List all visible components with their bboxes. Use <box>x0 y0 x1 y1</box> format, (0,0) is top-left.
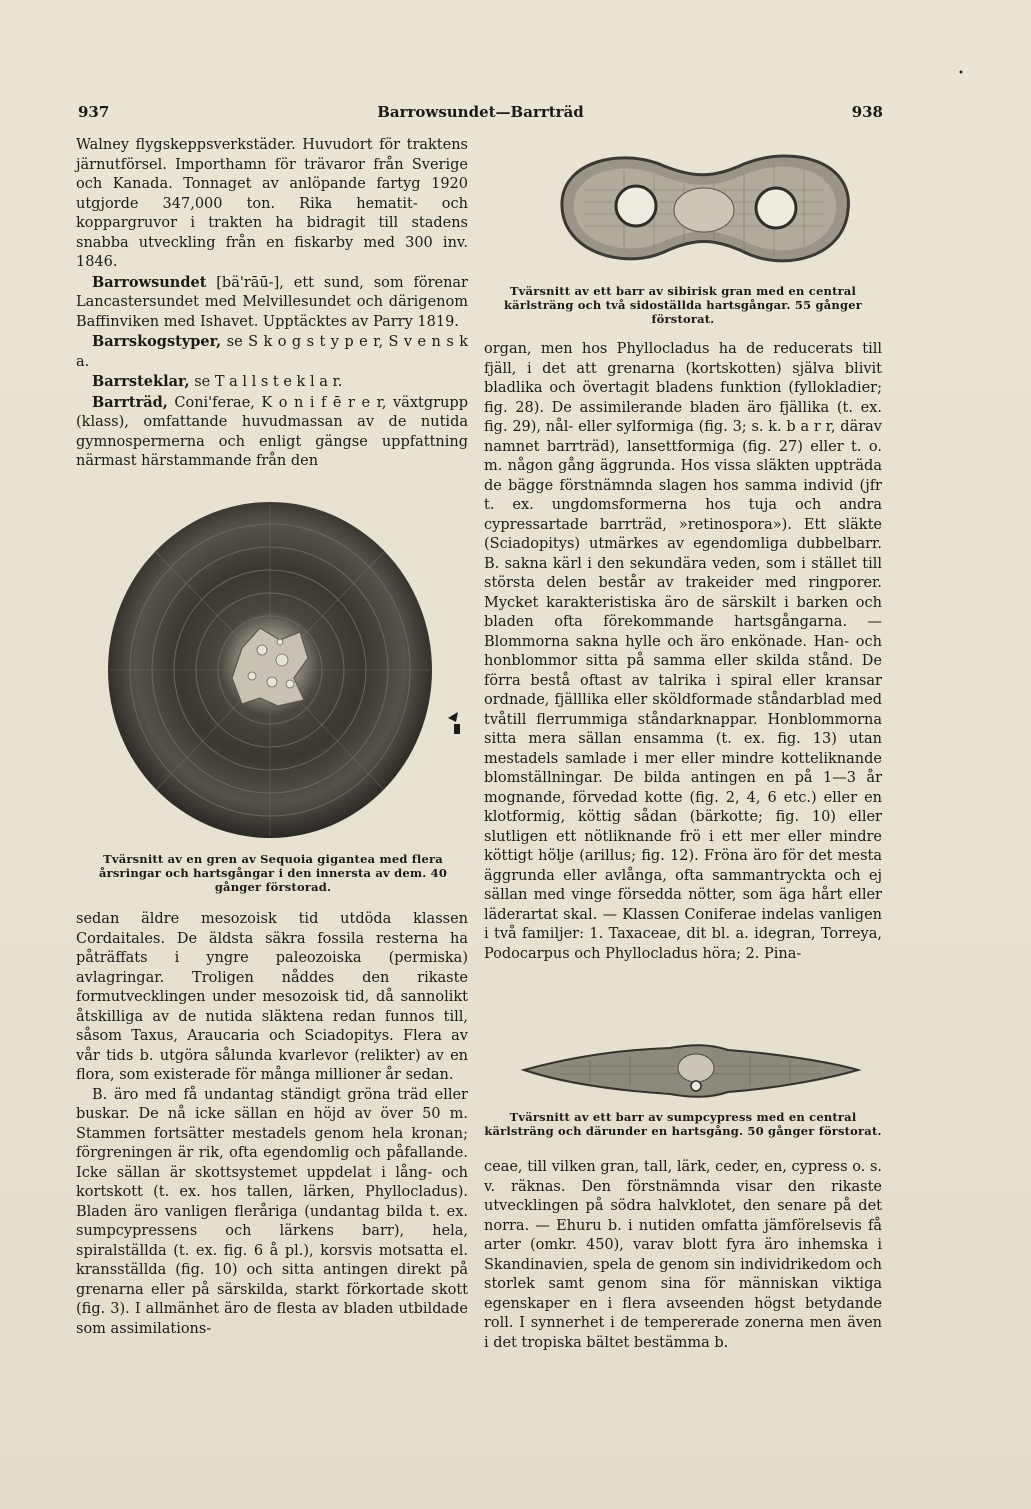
pinaceae-paragraph: ceae, till vilken gran, tall, lärk, ceder, en, cypress o. s. v. räknas. Den förstnämnda visar den rikaste utvecklingen på södra halvklotet, den senare på det norra. — Ehuru b. i nutiden omfatta jämförelsevis få arter (omkr. 450), varav blott fyra äro inhemska i Skandinavien, spela de genom sin individrikedom och storlek samt genom sina för människan viktiga egenskaper en i flera avseenden högst betydande roll. I synnerhet i de tempererade zonerna men även i det tropiska bältet bestämma b. <box>484 1159 882 1351</box>
cordaitales-paragraph: sedan äldre mesozoisk tid utdöda klassen Cordaitales. De äldsta säkra fossila resterna ha påträffats i yngre paleozoiska (permiska) avlagringar. Troligen nåddes den rikaste formutvecklingen under mesozoisk tid, då sannolikt åtskilliga av de nutida släktena redan funnos till, såsom Taxus, Araucaria och Sciadopitys. Flera av vår tids b. utgöra sålunda kvarlevor (relikter) av en flora, som existerade för många millioner år sedan. <box>76 911 468 1083</box>
entry-barrtrad <box>76 393 468 472</box>
phyllocladus-paragraph: organ, men hos Phyllocladus ha de reducerats till fjäll, i det att grenarna (kortskotten) själva blivit bladlika och övertagit bladens funktion (fyllokladier; fig. 28). De assimilerande bladen äro fjällika (t. ex. fig. 29), nål- eller sylformiga (fig. 3; s. k. b a r r, därav namnet barrträd), lansettformiga (fig. 27) eller t. o. m. någon gång äggrunda. Hos vissa släkten uppträda de bägge förstnämnda slagen hos samma individ (jfr t. ex. ungdomsformerna hos tuja och andra cypressartade barrträd, »retinospora»). Ett släkte (Sciadopitys) utmärkes av egendomliga dubbelbarr. B. sakna kärl i den sekundära veden, som i stället till största delen består av trakeider med ringporer. Mycket karakteristiska äro de särskilt i barken och bladen ofta förekommande hartsgångarna. — Blommorna sakna hylle och äro enkönade. Han- och honblommor sitta på samma eller skilda stånd. De förra bestå oftast av talrika i spiral eller kransar ordnade, fjälllika eller sköldformade ståndarblad med tvåtill flerrummiga ståndarknappar. Honblommorna sitta mera sällan ensamma (t. ex. fig. 13) utan mestadels samlade i mer eller mindre kotteliknande blomställningar. De bilda antingen en på 1—3 år mognande, förvedad kotte (fig. 2, 4, 6 etc.) eller en klotformig, köttig sådan (bärkotte; fig. 10) eller slutligen ett nötliknande frö i ett mer eller mindre köttigt hölje (arillus; fig. 12). Fröna äro för det mesta äggrunda eller avlånga, ofta sammantryckta och ej sällan med vinge försedda nötter, som äga hårt eller läderartat skal. — Klassen Coniferae indelas vanligen i två familjer: 1. Taxaceae, dit bl. a. idegran, Torreya, Podocarpus och Phyllocladus höra; 2. Pina- <box>484 341 882 962</box>
entry-text: Coni'ferae, K o n i f ē r e r, växtgrupp (klass), omfattande huvudmassan av de nutida gymnospermerna och enligt gängse uppfattning närmast härstammande från den <box>76 394 468 469</box>
entry-text: se S k o g s t y p e r, S v e n s k a. <box>76 334 468 370</box>
left-column-top <box>76 136 468 472</box>
margin-dot: • <box>958 68 964 79</box>
right-column-top <box>484 340 882 964</box>
entry-barrsteklar <box>76 372 468 393</box>
page-number-left: 937 <box>78 103 110 121</box>
entry-text: [bä'rāū-], ett sund, som förenar Lancastersundet med Melvillesundet och därigenom Baffinviken med Ishavet. Upptäcktes av Parry 1819. <box>76 274 468 330</box>
entry-term: Barrowsundet <box>92 273 207 291</box>
entry-barrskogstyper <box>76 332 468 372</box>
sequoia-cross-section-figure <box>82 500 474 850</box>
walney-paragraph: Walney flygskeppsverkstäder. Huvudort för traktens järnutförsel. Importhamn för trävaror från Sverige och Kanada. Tonnaget av anlöpande fartyg 1920 utgjorde 347,000 ton. Rika hematit- och koppargruvor i trakten ha bidragit till stadens snabba utveckling från en fiskarby med 300 inv. 1846. <box>76 137 468 270</box>
left-column-bottom <box>76 910 468 1339</box>
right-column-bottom <box>484 1158 882 1353</box>
evergreen-paragraph: B. äro med få undantag ständigt gröna träd eller buskar. De nå icke sällan en höjd av över 50 m. Stammen fortsätter mestadels genom hela kronan; förgreningen är rik, ofta egendomlig och påfallande. Icke sällan är skottsystemet uppdelat i lång- och kortskott (t. ex. hos tallen, lärken, Phyllocladus). Bladen äro vanligen fleråriga (undantag bilda t. ex. sumpcypressens och lärkens barr), hela, spiralställda (t. ex. fig. 6 å pl.), korsvis motsatta el. kransställda (fig. 10) och sitta antingen direkt på grenarna eller på särskilda, starkt förkortade skott (fig. 3). I allmänhet äro de flesta av bladen utbildade som assimilations- <box>76 1086 468 1337</box>
figure-caption-siberian-spruce: Tvärsnitt av ett barr av sibirisk gran med en central kärlsträng och två sidoställda hartsgångar. 55 gånger förstorat. <box>504 284 862 326</box>
running-title: Barrowsundet—Barrträd <box>377 103 584 121</box>
page-number-right: 938 <box>851 103 883 121</box>
entry-term: Barrsteklar, <box>92 373 190 390</box>
figure-caption-sequoia: Tvärsnitt av en gren av Sequoia gigantea med flera årsringar och hartsgångar i den innersta av dem. 40 gånger förstorad. <box>98 852 448 894</box>
entry-term: Barrträd, <box>92 393 168 411</box>
entry-barrowsundet <box>76 273 468 333</box>
entry-text: se T a l l s t e k l a r. <box>189 374 343 390</box>
figure-caption-bald-cypress: Tvärsnitt av ett barr av sumpcypress med en central kärlsträng och därunder en hartsgång. 50 gånger förstorat. <box>484 1110 882 1138</box>
siberian-spruce-needle-figure <box>544 140 864 280</box>
entry-term: Barrskogstyper, <box>92 333 222 350</box>
page-header <box>78 103 883 125</box>
bald-cypress-needle-figure <box>520 1036 862 1106</box>
